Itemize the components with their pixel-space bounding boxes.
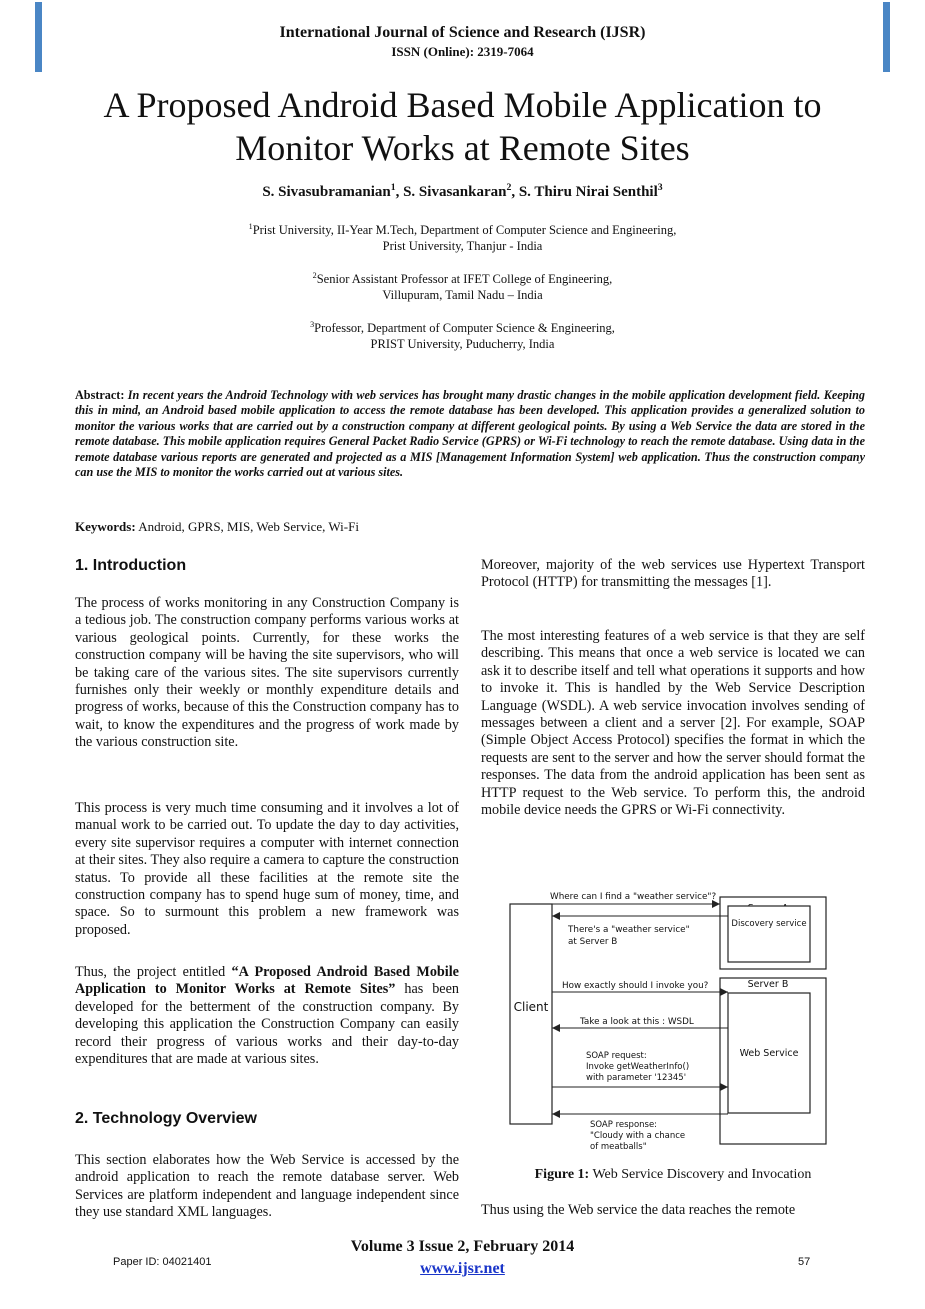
affiliation-line: Prist University, Thanjur - India bbox=[382, 239, 543, 253]
author-sup: 3 bbox=[657, 182, 663, 193]
figure-caption bbox=[481, 1167, 865, 1183]
author-sep: , bbox=[511, 184, 519, 200]
figure-caption-text: Web Service Discovery and Invocation bbox=[589, 1167, 812, 1182]
affiliation-line: Villupuram, Tamil Nadu – India bbox=[382, 288, 543, 302]
right-paragraph-3: Thus using the Web service the data reaches the remote bbox=[481, 1202, 796, 1218]
author-list bbox=[0, 184, 925, 201]
affiliation-sup: 2 bbox=[312, 270, 317, 280]
affiliation-line: Senior Assistant Professor at IFET College of Engineering, bbox=[316, 272, 613, 286]
keywords bbox=[75, 519, 359, 535]
intro-paragraph-2: This process is very much time consuming and it involves a lot of manual work to be carried out. To update the day to day activities, every site supervisor requires a computer with internet connection at their sites. They also require a camera to capture the construction status. To provide all these facilities at the remote site the construction company has to spend huge sum of money, time, and space. So to surmount this problem a new framework was proposed. bbox=[75, 800, 459, 938]
section-heading-introduction: 1. Introduction bbox=[75, 557, 187, 574]
journal-name: International Journal of Science and Research (IJSR) bbox=[279, 24, 646, 41]
msg-service-reply-1: There's a "weather service" bbox=[568, 925, 690, 935]
msg-wsdl: Take a look at this : WSDL bbox=[580, 1017, 694, 1027]
paper-title bbox=[40, 84, 885, 170]
web-service-diagram bbox=[506, 880, 842, 1160]
tech-paragraph-1: This section elaborates how the Web Service is accessed by the android application to reach the remote database server. Web Services are platform independent and language independent since they use standard XML languages. bbox=[75, 1152, 459, 1221]
affiliation-sup: 1 bbox=[248, 221, 253, 231]
section-heading-technology-overview: 2. Technology Overview bbox=[75, 1110, 257, 1127]
msg-service-reply-2: at Server B bbox=[568, 937, 618, 947]
author-sup: 2 bbox=[506, 182, 512, 193]
discovery-label: Discovery service bbox=[731, 919, 807, 929]
client-label: Client bbox=[513, 1000, 549, 1014]
author-name: S. Sivasankaran bbox=[403, 184, 507, 200]
page-number: 57 bbox=[798, 1256, 811, 1268]
abstract-text: In recent years the Android Technology with web services has brought many drastic changes in the mobile application development field. Keeping this in mind, an Android based mobile application to access the remote database has been developed. This application provides a generalized solution to monitor the various works that are carried out by a construction company at different geological points. By using a Web Service the data are stored in the remote database. This mobile application requires General Packet Radio Service (GPRS) or Wi-Fi technology to reach the remote database. Using data in the remote database various reports are generated and projected as a MIS [Management Information System] web application. Thus the construction company can use the MIS to monitor the works carried out at various sites. bbox=[75, 388, 865, 480]
arrowhead-icon bbox=[552, 912, 560, 920]
intro-paragraph-1: The process of works monitoring in any Construction Company is a tedious job. The construction company performs various works at various geological points. Currently, for these works the construction company will be having the site supervisors, who will be taking care of the various sites. The site supervisors currently furnishes only their weekly or monthly expenditure details and progress of works, because of this the Construction company has to wait, to know the expenditures and the progress of work made by the various construction site. bbox=[75, 595, 459, 751]
author-sup: 1 bbox=[390, 182, 396, 193]
client-box bbox=[510, 904, 552, 1124]
affiliation-2 bbox=[0, 271, 925, 303]
arrowhead-icon bbox=[552, 1110, 560, 1118]
affiliation-line: Professor, Department of Computer Science & Engineering, bbox=[314, 321, 615, 335]
msg-soap-response-1: SOAP response: bbox=[590, 1120, 658, 1130]
paper-id: Paper ID: 04021401 bbox=[113, 1256, 212, 1268]
server-b-label: Server B bbox=[747, 979, 789, 990]
msg-soap-request-3: with parameter '12345' bbox=[586, 1073, 687, 1083]
msg-soap-request-1: SOAP request: bbox=[586, 1051, 647, 1061]
affiliation-1 bbox=[0, 222, 925, 254]
title-line-2: Monitor Works at Remote Sites bbox=[235, 128, 690, 168]
title-line-1: A Proposed Android Based Mobile Application to bbox=[103, 85, 822, 125]
affiliation-line: PRIST University, Puducherry, India bbox=[370, 337, 555, 351]
affiliation-sup: 3 bbox=[310, 319, 315, 329]
author-name: S. Sivasubramanian bbox=[262, 184, 391, 200]
web-service-label: Web Service bbox=[739, 1048, 799, 1059]
msg-how-invoke: How exactly should I invoke you? bbox=[562, 981, 709, 991]
footer-volume: Volume 3 Issue 2, February 2014 bbox=[350, 1238, 575, 1255]
keywords-text: Android, GPRS, MIS, Web Service, Wi-Fi bbox=[135, 519, 359, 534]
discovery-box bbox=[728, 906, 810, 962]
keywords-label: Keywords: bbox=[75, 519, 136, 534]
journal-issn: ISSN (Online): 2319-7064 bbox=[391, 44, 534, 59]
right-paragraph-2: The most interesting features of a web service is that they are self describing. This means that once a web service is located we can ask it to describe itself and tell what operations it supports and how to invoke it. This is handled by the Web Service Description Language (WSDL). A web service invocation involves sending of messages between a client and a server [2]. For example, SOAP (Simple Object Access Protocol) specifies the format in which the requests are sent to the server and how the server should format the responses. The data from the android application has been sent as HTTP request to the Web service. To perform this, the android mobile device needs the GPRS or Wi-Fi connectivity. bbox=[481, 628, 865, 819]
footer-url-link[interactable]: www.ijsr.net bbox=[420, 1260, 505, 1277]
intro-paragraph-3 bbox=[75, 964, 459, 1068]
right-paragraph-1: Moreover, majority of the web services use Hypertext Transport Protocol (HTTP) for transmitting the messages [1]. bbox=[481, 557, 865, 591]
author-sep: , bbox=[395, 184, 404, 200]
author-name: S. Thiru Nirai Senthil bbox=[518, 184, 658, 200]
msg-soap-response-2: "Cloudy with a chance bbox=[590, 1131, 686, 1141]
msg-find-service: Where can I find a "weather service"? bbox=[550, 892, 717, 902]
intro-p3-project-title: “A Proposed Android Based Mobile Application to Monitor Works at Remote Sites” bbox=[75, 964, 459, 998]
msg-soap-request-2: Invoke getWeatherInfo() bbox=[586, 1062, 690, 1072]
affiliation-line: Prist University, II-Year M.Tech, Department of Computer Science and Engineering, bbox=[252, 223, 677, 237]
abstract bbox=[75, 388, 865, 480]
intro-p3-post: has been developed for the betterment of the construction company. By developing this application the Construction Company can easily record their progress of various works and their day-to-day expenditures that are made at various sites. bbox=[75, 981, 459, 1068]
arrowhead-icon bbox=[552, 1024, 560, 1032]
msg-soap-response-3: of meatballs" bbox=[590, 1142, 647, 1152]
affiliation-3 bbox=[0, 320, 925, 352]
abstract-label: Abstract: bbox=[75, 388, 125, 402]
intro-p3-pre: Thus, the project entitled bbox=[75, 964, 232, 980]
figure-caption-label: Figure 1: bbox=[534, 1167, 590, 1182]
